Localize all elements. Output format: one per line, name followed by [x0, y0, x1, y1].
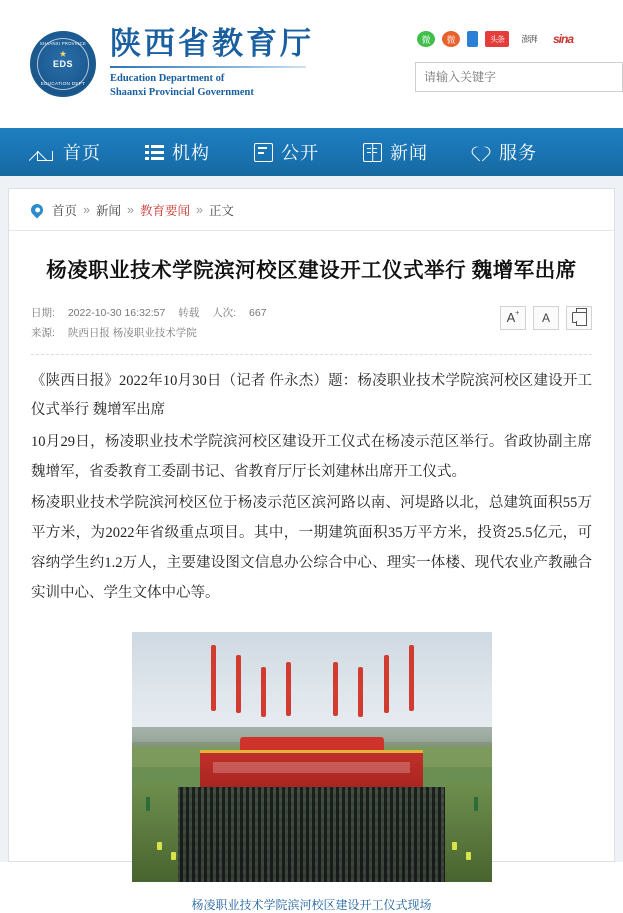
meta-date-label: 日期:: [31, 306, 55, 319]
home-icon: [36, 143, 55, 162]
breadcrumb: [9, 189, 614, 231]
nav-item-services[interactable]: [450, 128, 559, 176]
emblem-center-text: EDS: [52, 58, 74, 69]
font-increase-sup: +: [515, 310, 520, 318]
nav-item-news[interactable]: [341, 128, 450, 176]
search-input[interactable]: [416, 64, 622, 90]
toutiao-icon[interactable]: 头条: [485, 31, 509, 47]
nav-label-organization: 机构: [172, 143, 210, 163]
list-icon: [145, 143, 164, 162]
site-title-en-line2: Shaanxi Provincial Government: [110, 86, 254, 98]
article-figure: [31, 632, 592, 913]
heart-icon: [472, 143, 491, 162]
breadcrumb-item-education-headlines[interactable]: 教育要闻: [139, 203, 190, 218]
site-title-block: [96, 28, 314, 100]
font-decrease-button[interactable]: [533, 306, 559, 330]
weibo-icon[interactable]: 微: [442, 31, 460, 47]
photo-stage: [200, 750, 423, 790]
photo-balloon-column: [261, 667, 266, 717]
breadcrumb-item-article: 正文: [208, 203, 234, 218]
meta-date-value: 2022-10-30 16:32:57: [67, 306, 166, 319]
photo-balloon-column: [384, 655, 389, 713]
print-button[interactable]: [566, 306, 592, 330]
nav-item-organization[interactable]: [123, 128, 232, 176]
social-links: [415, 28, 623, 50]
search-box[interactable]: [415, 62, 623, 92]
meta-source-label: 来源:: [31, 326, 55, 339]
meta-line-2: [31, 324, 277, 344]
photo-balloon-column: [286, 662, 291, 716]
page-body: [0, 176, 623, 913]
wechat-icon[interactable]: 微: [417, 31, 435, 47]
article-paragraph: 10月29日，杨凌职业技术学院滨河校区建设开工仪式在杨凌示范区举行。省政协副主席魏增军，省委教育工委副书记、省教育厅厅长刘建林出席开工仪式。: [31, 434, 592, 480]
meta-views-label: 人次:: [212, 306, 237, 319]
photo-crowd: [132, 787, 492, 882]
header-right-panel: [415, 28, 623, 92]
photo-worker-vest: [171, 852, 176, 860]
meta-line-1: [31, 304, 277, 324]
mobile-icon[interactable]: [467, 31, 478, 47]
pengpai-icon[interactable]: 澎湃: [516, 31, 542, 47]
font-increase-button[interactable]: [500, 306, 526, 330]
breadcrumb-item-home[interactable]: 首页: [52, 203, 78, 218]
breadcrumb-separator: »: [195, 202, 203, 217]
meta-source-value: 陕西日报 杨凌职业技术学院: [67, 326, 197, 339]
site-header: [0, 0, 623, 128]
location-pin-icon: [29, 201, 46, 218]
printer-icon: [572, 312, 587, 323]
emblem-top-text: SHAANXI PROVINCE: [39, 40, 87, 46]
photo-worker-vest: [466, 852, 471, 860]
article-meta: [31, 304, 277, 344]
photo-worker-vest: [157, 842, 162, 850]
photo-balloon-column: [358, 667, 363, 717]
article-tools: [500, 304, 592, 330]
article-paragraph: 杨凌职业技术学院滨河校区位于杨凌示范区滨河路以南、河堤路以北，总建筑面积55万平方米，为2022年省级重点项目。其中，一期建筑面积35万平方米，投资25.5亿元，可容纳学生约1.2万人，主要建设图文信息办公综合中心、理实一体楼、现代农业产教融合实训中心、学生文体中心等。: [31, 495, 592, 601]
meta-views-value: 667: [249, 306, 267, 319]
emblem-star-icon: ★: [59, 50, 67, 58]
site-title-cn: 陕西省教育厅: [110, 26, 314, 62]
breadcrumb-separator: »: [83, 202, 90, 217]
breadcrumb-separator: »: [126, 202, 134, 217]
photo-balloon-column: [333, 662, 338, 716]
content-card: [8, 188, 615, 913]
font-increase-label: A: [506, 310, 516, 326]
photo-grass-right: [445, 782, 492, 882]
main-navigation: [0, 128, 623, 176]
emblem-bottom-text: EDUCATION DEPT: [40, 81, 86, 87]
ceremony-photo: [132, 632, 492, 882]
photo-balloon-column: [236, 655, 241, 713]
font-decrease-label: A: [541, 310, 550, 325]
breadcrumb-item-news[interactable]: 新闻: [95, 203, 121, 218]
page-title: 杨凌职业技术学院滨河校区建设开工仪式举行 魏增军出席: [46, 260, 577, 282]
meta-repost-label: 转载: [178, 306, 200, 319]
nav-label-news: 新闻: [390, 143, 428, 163]
article-body: [31, 355, 592, 609]
photo-worker-vest: [452, 842, 457, 850]
photo-grass-left: [132, 782, 179, 882]
photo-balloon-column: [409, 645, 414, 711]
article: [9, 257, 614, 913]
nav-label-disclosure: 公开: [281, 143, 319, 163]
nav-item-disclosure[interactable]: [232, 128, 341, 176]
figure-caption: 杨凌职业技术学院滨河校区建设开工仪式现场: [191, 898, 432, 913]
document-icon: [254, 143, 273, 162]
nav-label-home: 首页: [63, 143, 101, 163]
nav-label-services: 服务: [499, 143, 537, 163]
photo-flag: [474, 797, 478, 811]
sina-icon[interactable]: sina: [549, 31, 577, 47]
site-logo[interactable]: [0, 28, 314, 100]
photo-flag: [146, 797, 150, 811]
government-emblem-icon: [30, 31, 96, 97]
photo-balloon-column: [211, 645, 216, 711]
book-icon: [363, 143, 382, 162]
title-divider: [110, 66, 306, 68]
photo-sky: [132, 632, 492, 742]
site-title-en-line1: Education Department of: [110, 72, 225, 84]
article-meta-row: [31, 304, 592, 355]
article-paragraph: 《陕西日报》2022年10月30日（记者 仵永杰）题：杨凌职业技术学院滨河校区建设开工仪式举行 魏增军出席: [31, 372, 592, 419]
nav-item-home[interactable]: [0, 128, 123, 176]
